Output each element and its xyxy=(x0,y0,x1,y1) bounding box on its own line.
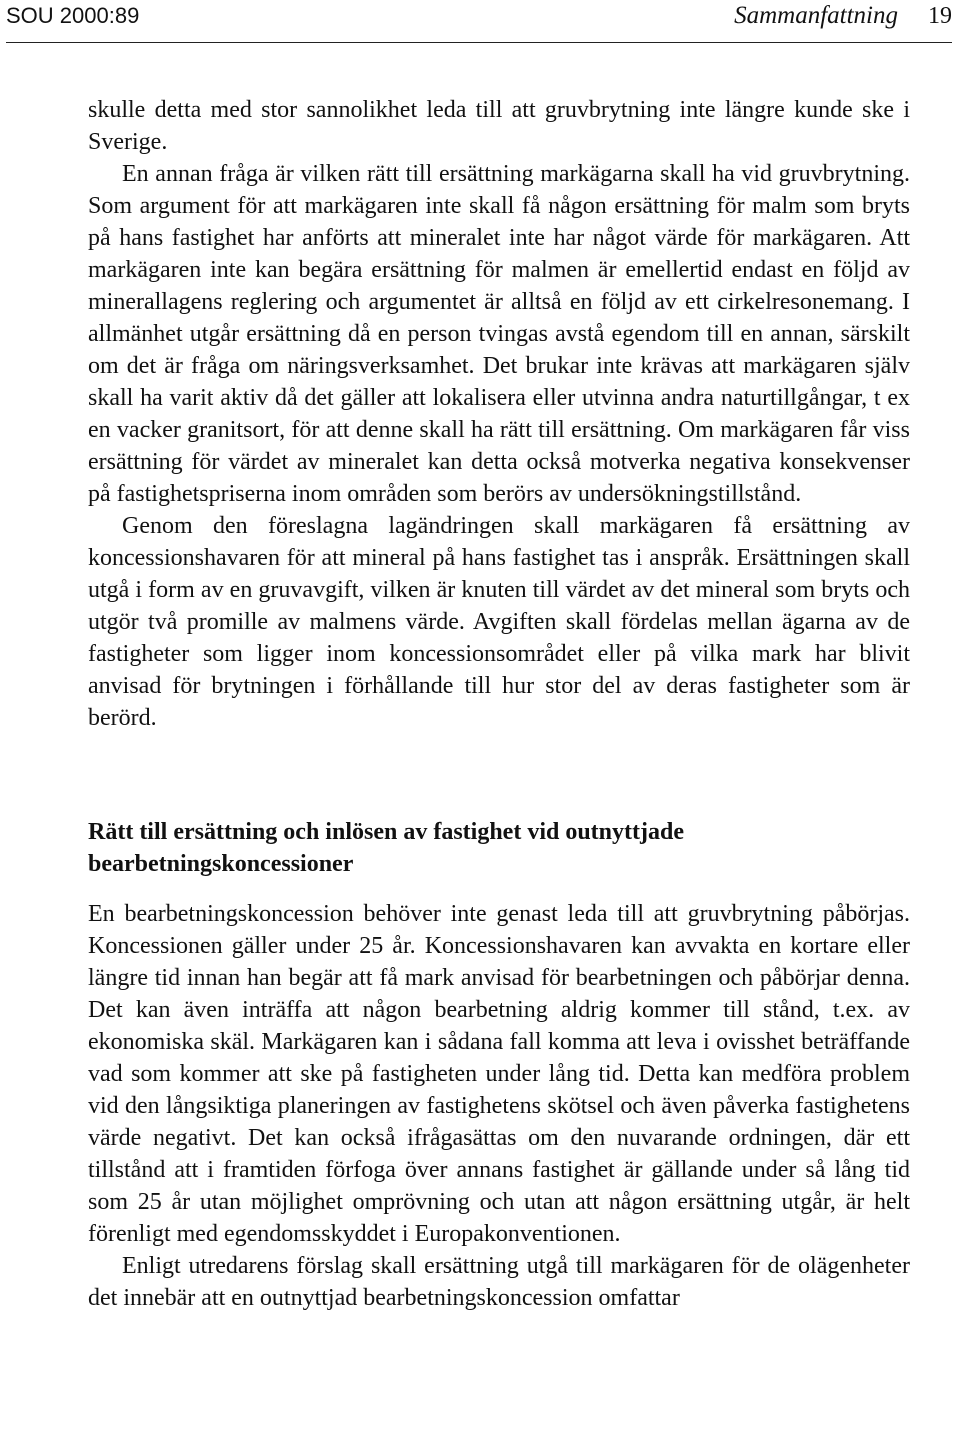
body-text xyxy=(88,94,910,1314)
paragraph: En bearbetningskoncession behöver inte genast leda till att gruvbrytning påbörjas. Koncessionen gäller under 25 år. Koncessionshavaren kan avvakta en kortare eller längre tid innan han begär att få mark anvisad för bearbetningen och påbörjar denna. Det kan även inträffa att någon bearbetning aldrig kommer till stånd, t.ex. av ekonomiska skäl. Markägaren kan i sådana fall komma att leva i ovisshet beträffande vad som kommer att ske på fastigheten under lång tid. Detta kan medföra problem vid den långsiktiga planeringen av fastighetens skötsel och även påverka fastighetens värde negativt. Det kan också ifrågasättas om den nuvarande ordningen, där ett tillstånd att i framtiden förfoga över annans fastighet är gällande under så lång tid som 25 år utan möjlighet omprövning och utan att någon ersättning utgår, är helt förenligt med egendomsskyddet i Europakonventionen. xyxy=(88,901,910,1247)
paragraph: Enligt utredarens förslag skall ersättning utgå till markägaren för de olägenheter det innebär att en outnyttjad bearbetningskoncession omfattar xyxy=(88,1253,910,1311)
paragraph: En annan fråga är vilken rätt till ersättning markägarna skall ha vid gruvbrytning. Som argument för att markägaren inte skall få någon ersättning för malm som bryts på hans fastighet har anförts att mineralet inte har något värde för markägaren. Att markägaren inte kan begära ersättning för malmen är emellertid endast en följd av minerallagens reglering och argumentet är alltså en följd av ett cirkelresonemang. I allmänhet utgår ersättning då en person tvingas avstå egendom till en annan, särskilt om det är fråga om näringsverksamhet. Det brukar inte krävas att markägaren själv skall ha varit aktiv då det gäller att lokalisera eller utvinna andra naturtillgångar, t ex en vacker granitsort, för att denne skall ha rätt till ersättning. Om markägaren får viss ersättning för värdet av mineralet kan detta också motverka negativa konsekvenser på fastighetspriserna inom områden som berörs av undersökningstillstånd. xyxy=(88,161,910,507)
page-number: 19 xyxy=(928,3,952,29)
paragraph: Genom den föreslagna lagändringen skall markägaren få ersättning av koncessionshavaren för att mineral på hans fastighet tas i anspråk. Ersättningen skall utgå i form av en gruvavgift, vilken är knuten till värdet av det mineral som bryts och utgör två promille av malmens värde. Avgiften skall fördelas mellan ägarna av de fastigheter som ligger inom koncessionsområdet eller på vilka mark har blivit anvisad för brytningen i förhållande till hur stor del av deras fastigheter som är berörd. xyxy=(88,513,910,731)
running-title: Sammanfattning xyxy=(734,2,898,29)
series-number: SOU 2000:89 xyxy=(6,3,140,28)
page-header xyxy=(6,2,952,43)
section-heading: Rätt till ersättning och inlösen av fastighet vid outnyttjade bearbetningskoncessioner xyxy=(88,819,684,877)
paragraph: skulle detta med stor sannolikhet leda till att gruvbrytning inte längre kunde ske i Sverige. xyxy=(88,97,910,155)
